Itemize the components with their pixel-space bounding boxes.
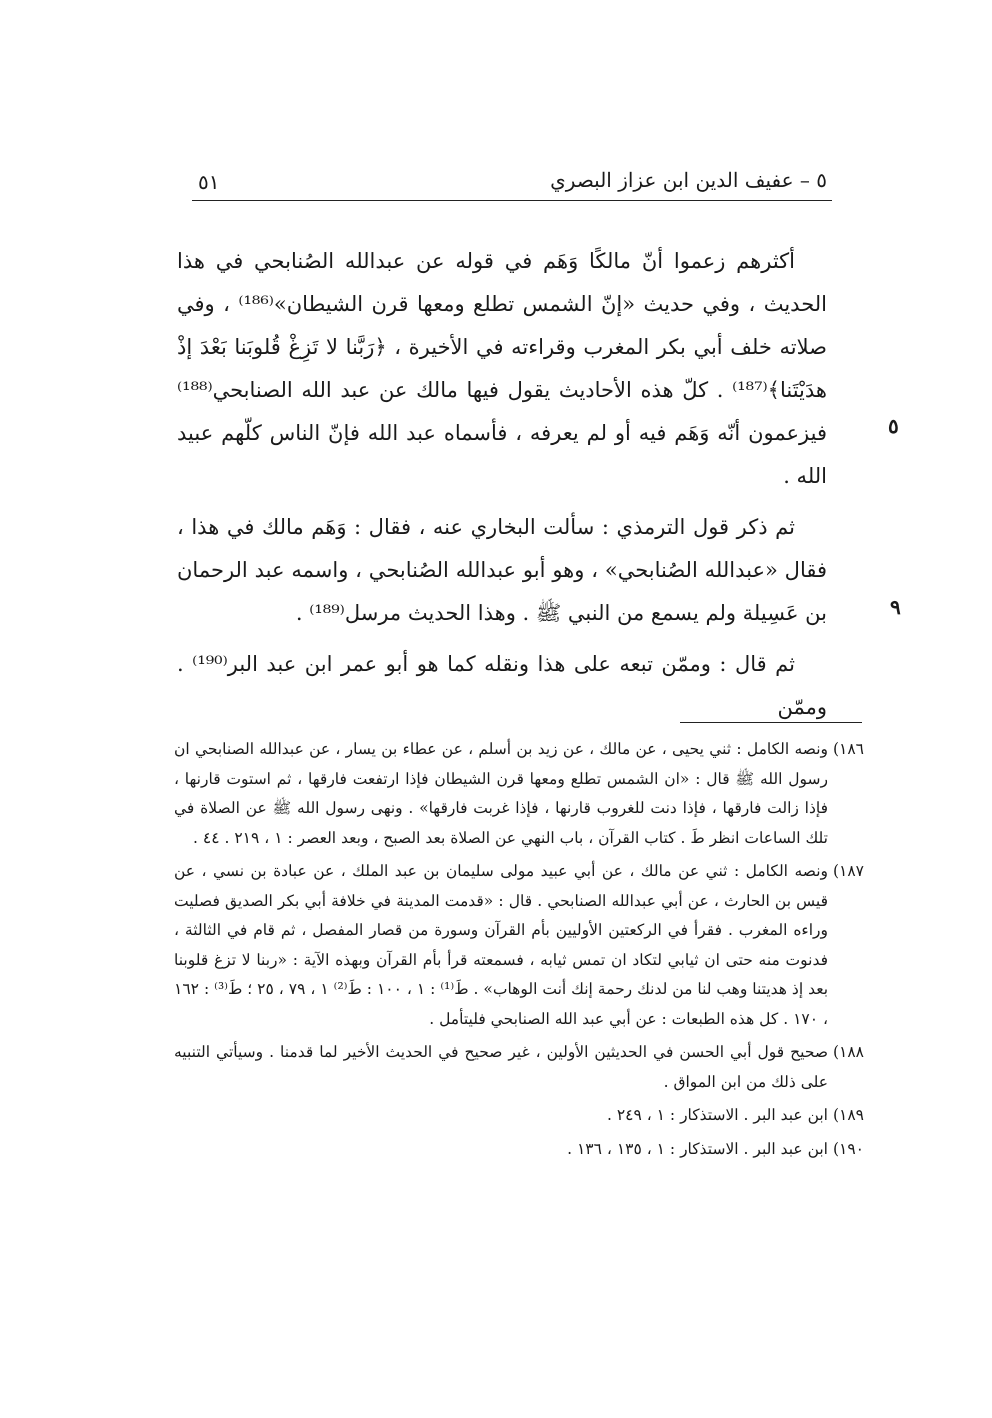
footnotes: [174, 735, 864, 1168]
footnote-text: صحيح قول أبي الحسن في الحديثين الأولين ، غير صحيح في الحديث الأخير لما قدمنا . وسيأتي التنبيه على ذلك من ابن المواق .: [174, 1043, 828, 1091]
page-number: ٥١: [198, 170, 220, 194]
line-number-marker: ٥: [888, 414, 899, 438]
footnote-number: ١٨٧): [832, 862, 864, 880]
running-header-title: ٥ – عفيف الدين ابن عزاز البصري: [550, 168, 827, 192]
footnote: [174, 857, 864, 1034]
footnote-number: ١٨٩): [832, 1106, 864, 1124]
footnote: [174, 1101, 864, 1131]
footnote: [174, 735, 864, 853]
footnote-number: ١٨٦): [832, 740, 864, 758]
footnote-text: ونصه الكامل : ثني يحيى ، عن مالك ، عن زيد بن أسلم ، عن عطاء بن يسار ، عن عبدالله الصنابحي ان رسول الله ﷺ قال : «ان الشمس تطلع ومعها قرن الشيطان فإذا ارتفعت فارقها ، ثم استوت قارنها ، فإذا زالت فارقها ، فإذا دنت للغروب قارنها ، فإذا غربت فارقها» . ونهى رسول الله ﷺ عن الصلاة في تلك الساعات انظر طَ . كتاب القرآن ، باب النهي عن الصلاة بعد الصبح ، وبعد العصر : ١ ، ٢١٩ . ٤٤ .: [174, 740, 828, 847]
footnote: [174, 1135, 864, 1165]
footnote-number: ١٩٠): [832, 1139, 864, 1158]
paragraph: ثم قال : وممّن تبعه على هذا ونقله كما هو أبو عمر ابن عبد البر⁽¹⁹⁰⁾ . وممّن: [177, 652, 827, 719]
footnote-text: ابن عبد البر . الاستذكار : ١ ، ١٣٥ ، ١٣٦ .: [567, 1139, 828, 1158]
footnote-number: ١٨٨): [832, 1043, 864, 1061]
footnote-text: ابن عبد البر . الاستذكار : ١ ، ٢٤٩ .: [606, 1106, 828, 1124]
footnote-separator: [680, 722, 862, 723]
paragraph: ثم ذكر قول الترمذي : سألت البخاري عنه ، فقال : وَهَم مالك في هذا ، فقال «عبدالله الصُنابحي» ، وهو أبو عبدالله الصُنابحي ، واسمه عبد الرحمان بن عَسِيلة ولم يسمع من النبي ﷺ . وهذا الحديث مرسل⁽¹⁸⁹⁾ .: [177, 515, 827, 625]
footnote: [174, 1038, 864, 1097]
paragraph: أكثرهم زعموا أنّ مالكًا وَهَم في قوله عن عبدالله الصُنابحي في هذا الحديث ، وفي حديث «إنّ الشمس تطلع ومعها قرن الشيطان»⁽¹⁸⁶⁾ ، وفي صلاته خلف أبي بكر المغرب وقراءته في الأخيرة ، ﴿رَبَّنا لا تَزِغْ قُلوبَنا بَعْدَ إذْ هدَيْتَنا﴾⁽¹⁸⁷⁾ . كلّ هذه الأحاديث يقول فيها مالك عن عبد الله الصنابحي⁽¹⁸⁸⁾ فيزعمون أنّه وَهَم فيه أو لم يعرفه ، فأسماه عبد الله فإنّ الناس كلّهم عبيد الله .: [177, 249, 827, 488]
header-rule: [192, 200, 832, 201]
main-text: [177, 240, 827, 729]
line-number-marker: ٩: [890, 595, 901, 619]
footnote-text: ونصه الكامل : ثني عن مالك ، عن أبي عبيد مولى سليمان بن عبد الملك ، عن عبادة بن نسي ، عن قيس بن الحارث ، عن أبي عبدالله الصنابحي . قال : «قدمت المدينة في خلافة أبي بكر الصديق فصليت وراءه المغرب . فقرأ في الركعتين الأوليين بأم القرآن وسورة من قصار المفصل ، ثم قام في الثالثة ، فدنوت منه حتى ان ثيابي لتكاد ان تمس ثيابه ، فسمعته قرأ بأم القرآن وبهذه الآية : «ربنا لا تزغ قلوبنا بعد إذ هديتنا وهب لنا من لدنك رحمة إنك أنت الوهاب» . طَ⁽¹⁾ : ١ ، ١٠٠ : طَ⁽²⁾ ١ ، ٧٩ ، ٢٥ ؛ طَ⁽³⁾ : ١٦٢ ، ١٧٠ . كل هذه الطبعات : عن أبي عبد الله الصنابحي فليتأمل .: [174, 862, 829, 1028]
